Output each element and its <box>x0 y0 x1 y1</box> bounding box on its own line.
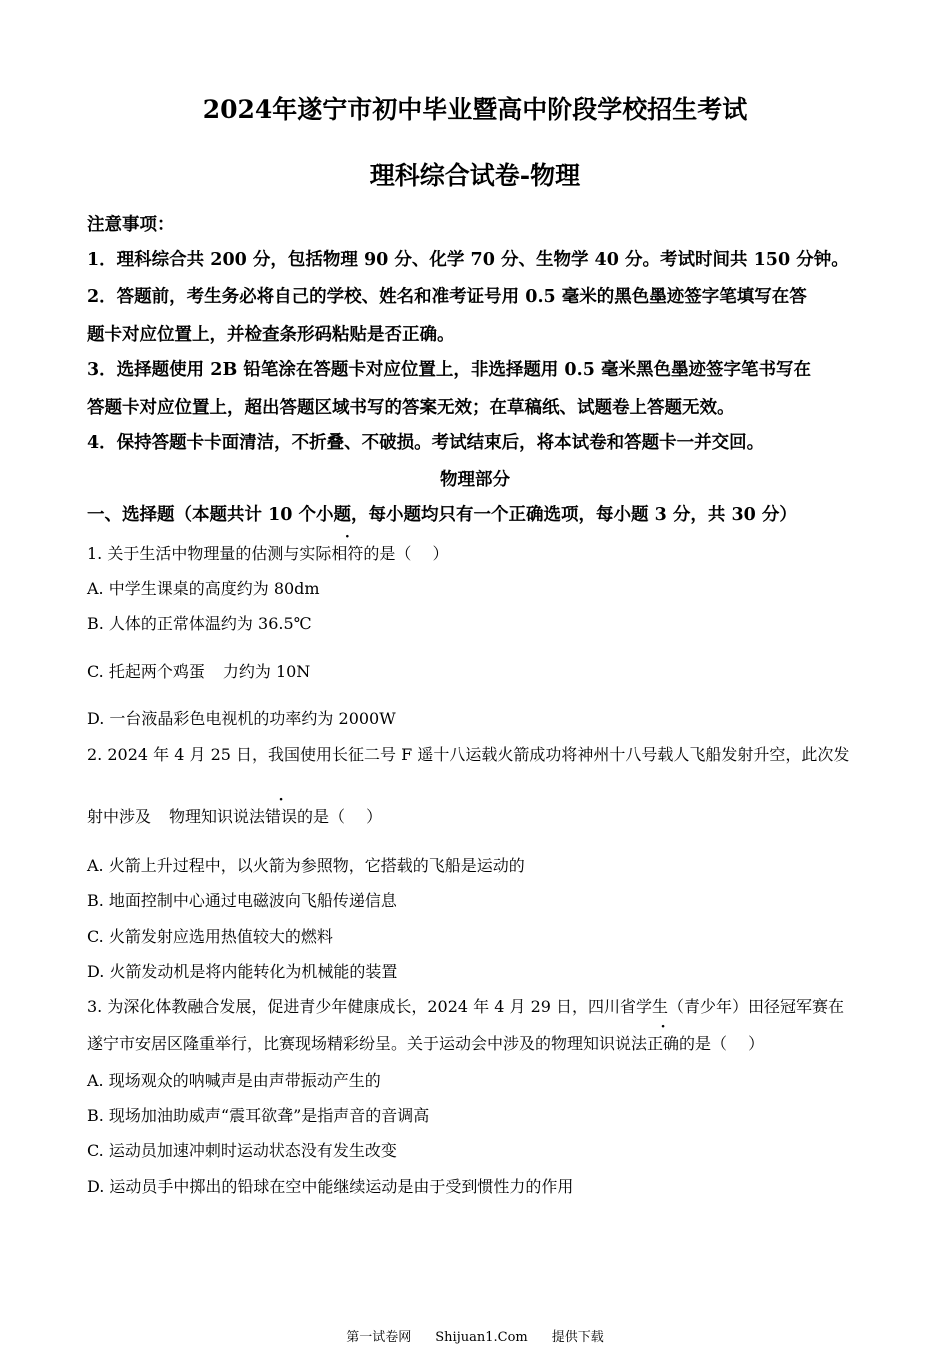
page-footer <box>0 1326 950 1345</box>
question-2-stem-line-2 <box>87 804 382 827</box>
question-3-stem-text: 遂宁市安居区隆重举行，比赛现场精彩纷呈。关于运动会中涉及的物理知识说法 <box>87 1034 648 1053</box>
question-2-option-a: A. 火箭上升过程中，以火箭为参照物，它搭载的飞船是运动的 <box>87 856 525 875</box>
question-3-stem-line-2 <box>87 1031 764 1054</box>
footer-site-link[interactable]: Shijuan1.Com <box>435 1330 528 1345</box>
question-3-stem-line-1: 3. 为深化体教融合发展，促进青少年健康成长，2024 年 4 月 29 日，四川省学生（青少年）田径冠军赛在 <box>87 997 845 1016</box>
question-1-stem-text: 1. 关于生活中物理量的估测与实际 <box>87 544 332 563</box>
question-2-stem-mid: 物理知识说法 <box>169 807 266 826</box>
exam-title: 2024年遂宁市初中毕业暨高中阶段学校招生考试 <box>202 95 748 124</box>
question-1-option-c-tail: 力约为 10N <box>222 662 311 681</box>
notice-item-1: 1．理科综合共 200 分，包括物理 90 分、化学 70 分、生物学 40 分。考试时间共 150 分钟。 <box>87 250 849 270</box>
emphasis-mark: 错误 <box>265 807 298 826</box>
question-3-option-d: D. 运动员手中掷出的铅球在空中能继续运动是由于受到惯性力的作用 <box>87 1177 574 1196</box>
notice-heading: 注意事项： <box>87 215 175 235</box>
notice-item-4: 4．保持答题卡卡面清洁，不折叠、不破损。考试结束后，将本试卷和答题卡一并交回。 <box>87 433 765 453</box>
footer-site-name: 第一试卷网 <box>346 1330 412 1345</box>
question-1-option-b: B. 人体的正常体温约为 36.5℃ <box>87 614 312 633</box>
exam-subtitle: 理科综合试卷-物理 <box>369 161 581 190</box>
notice-item-3-line-1: 3．选择题使用 2B 铅笔涂在答题卡对应位置上，非选择题用 0.5 毫米黑色墨迹签字笔书写在 <box>87 360 811 380</box>
notice-item-2-line-1: 2．答题前，考生务必将自己的学校、姓名和准考证号用 0.5 毫米的黑色墨迹签字笔填写在答 <box>87 287 807 307</box>
question-2-option-c: C. 火箭发射应选用热值较大的燃料 <box>87 927 333 946</box>
question-1-option-d: D. 一台液晶彩色电视机的功率约为 2000W <box>87 709 396 728</box>
section-title: 物理部分 <box>440 470 510 490</box>
question-3-option-a: A. 现场观众的呐喊声是由声带振动产生的 <box>87 1071 381 1090</box>
question-1-option-c <box>87 659 310 682</box>
question-1-option-a: A. 中学生课桌的高度约为 80dm <box>87 579 320 598</box>
question-1-stem-tail: 的是（ ） <box>363 544 449 563</box>
question-2-option-d: D. 火箭发动机是将内能转化为机械能的装置 <box>87 962 398 981</box>
question-2-stem-line-1: 2. 2024 年 4 月 25 日，我国使用长征二号 F 遥十八运载火箭成功将神州十八号载人飞船发射升空，此次发 <box>87 745 850 764</box>
question-2-option-b: B. 地面控制中心通过电磁波向飞船传递信息 <box>87 891 397 910</box>
question-2-stem-tail: 的是（ ） <box>297 807 383 826</box>
question-2-stem-text: 射中涉及 <box>87 807 152 826</box>
footer-note: 提供下载 <box>551 1330 604 1345</box>
part-1-heading: 一、选择题（本题共计 10 个小题，每小题均只有一个正确选项，每小题 3 分，共 30 分） <box>87 505 797 525</box>
emphasis-mark: 正确 <box>647 1034 680 1053</box>
notice-item-2-line-2: 题卡对应位置上，并检查条形码粘贴是否正确。 <box>87 325 455 345</box>
emphasis-mark: 相符 <box>331 544 364 563</box>
notice-item-3-line-2: 答题卡对应位置上，超出答题区域书写的答案无效；在草稿纸、试题卷上答题无效。 <box>87 398 735 418</box>
question-3-stem-tail: 的是（ ） <box>679 1034 765 1053</box>
question-1-option-c-text: C. 托起两个鸡蛋 <box>87 662 205 681</box>
question-3-option-c: C. 运动员加速冲刺时运动状态没有发生改变 <box>87 1141 397 1160</box>
question-3-option-b: B. 现场加油助威声“震耳欲聋”是指声音的音调高 <box>87 1106 430 1125</box>
question-1-stem <box>87 541 448 564</box>
